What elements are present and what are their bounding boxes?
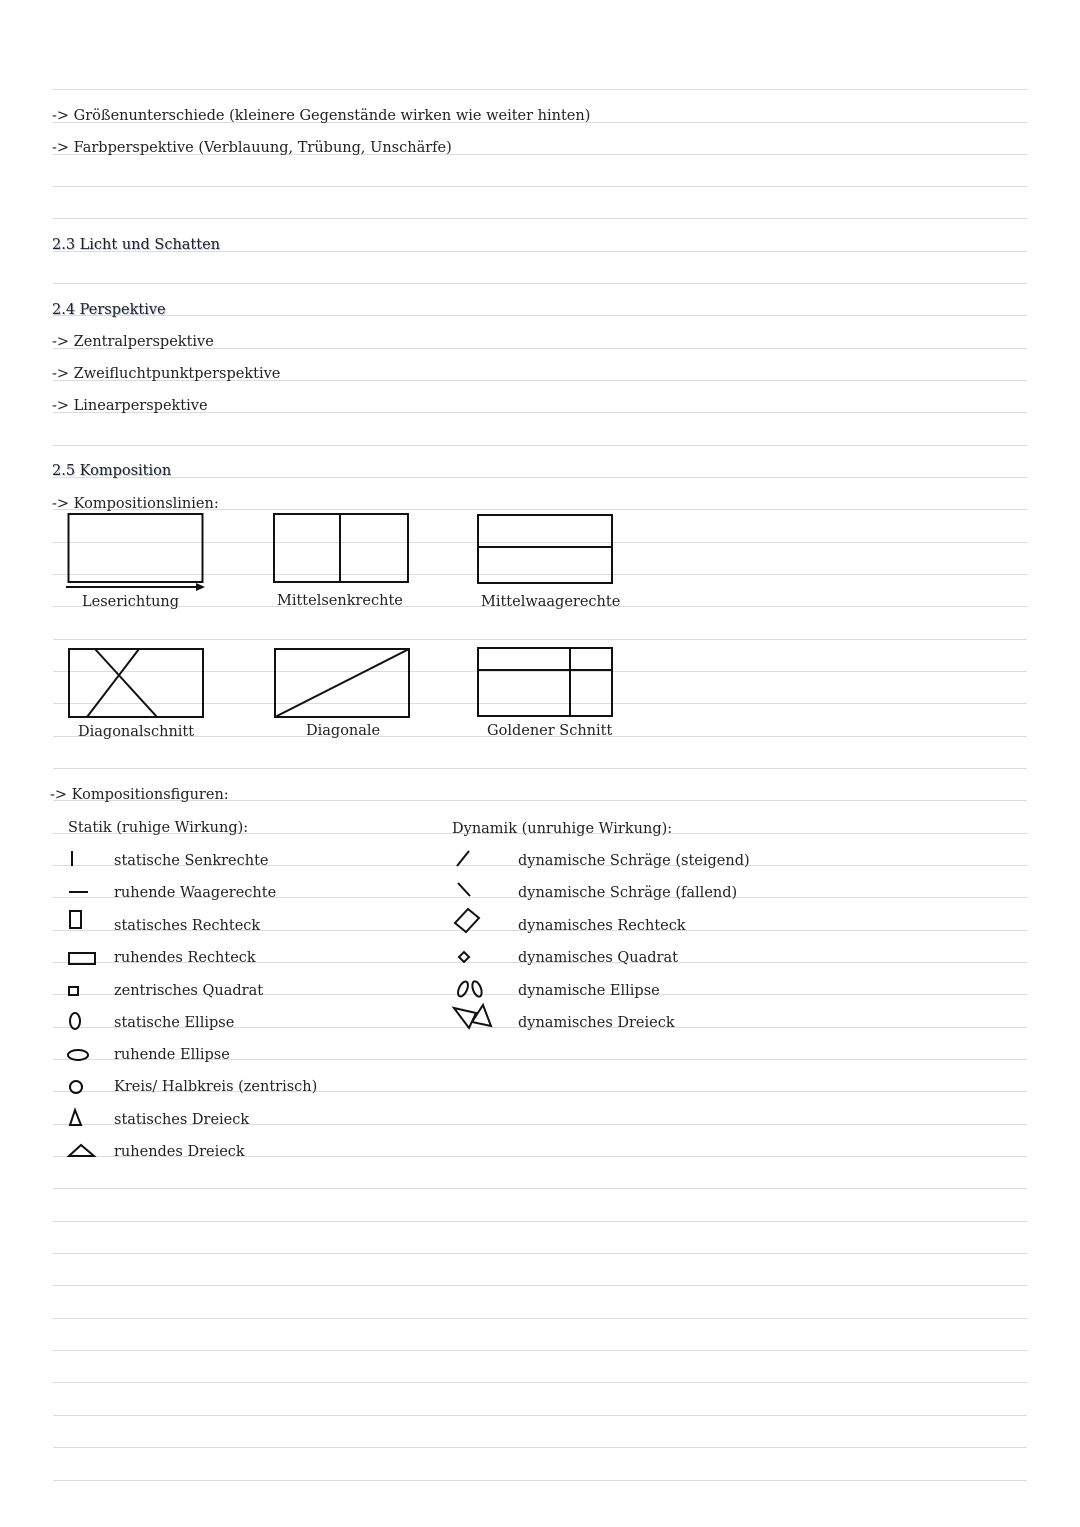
heading-perspektive: 2.4 Perspektive (52, 302, 166, 318)
statik-label-5: zentrisches Quadrat (114, 983, 264, 999)
statik-label-3: statisches Rechteck (114, 918, 261, 934)
dynamik-label-3: dynamisches Rechteck (518, 918, 686, 934)
caption-mittelwaagerechte: Mittelwaagerechte (481, 594, 621, 610)
text-zentralperspektive: -> Zentralperspektive (52, 334, 214, 350)
dynamik-symbols (448, 846, 498, 1036)
caption-mittelsenkrechte: Mittelsenkrechte (277, 593, 403, 609)
dynamik-label-5: dynamische Ellipse (518, 983, 660, 999)
statik-label-7: ruhende Ellipse (114, 1047, 230, 1063)
statik-label-1: statische Senkrechte (114, 853, 269, 869)
mittelsenkrechte-diagram (272, 512, 412, 586)
text-kompositionslinien: -> Kompositionslinien: (52, 496, 219, 512)
dynamik-heading: Dynamik (unruhige Wirkung): (452, 821, 673, 837)
tilted-ellipses-icon (456, 980, 484, 998)
lying-ellipse-icon (68, 1050, 88, 1060)
upright-ellipse-icon (70, 1013, 80, 1029)
caption-diagonalschnitt: Diagonalschnitt (78, 724, 195, 740)
upright-rectangle-icon (70, 911, 81, 928)
falling-slash-icon (458, 883, 470, 896)
text-farbperspektive: -> Farbperspektive (Verblauung, Trübung, Unschärfe) (52, 140, 452, 156)
square-icon (69, 987, 78, 995)
dynamik-label-2: dynamische Schräge (fallend) (518, 885, 738, 901)
diagonale-diagram (273, 647, 413, 721)
upright-triangle-icon (70, 1110, 81, 1125)
heading-licht-und-schatten: 2.3 Licht und Schatten (52, 237, 221, 253)
statik-label-8: Kreis/ Halbkreis (zentrisch) (114, 1079, 318, 1095)
caption-diagonale: Diagonale (306, 723, 381, 739)
dynamik-label-6: dynamisches Dreieck (518, 1015, 675, 1031)
dynamik-label-4: dynamisches Quadrat (518, 950, 678, 966)
statik-label-2: ruhende Waagerechte (114, 885, 277, 901)
lying-triangle-icon (69, 1145, 94, 1156)
statik-label-4: ruhendes Rechteck (114, 950, 256, 966)
text-linearperspektive: -> Linearperspektive (52, 398, 208, 414)
tilted-triangles-icon (454, 1005, 491, 1028)
statik-symbols (60, 848, 90, 1148)
caption-leserichtung: Leserichtung (82, 594, 180, 610)
diagonalschnitt-diagram (67, 647, 207, 721)
statik-label-6: statische Ellipse (114, 1015, 235, 1031)
dynamik-label-1: dynamische Schräge (steigend) (518, 853, 750, 869)
tilted-rectangle-icon (455, 909, 479, 932)
goldener-schnitt-diagram (476, 646, 616, 720)
circle-icon (70, 1081, 82, 1093)
text-kompositionsfiguren: -> Kompositionsfiguren: (50, 787, 229, 803)
mittelwaagerechte-diagram (476, 513, 616, 587)
rising-slash-icon (457, 851, 469, 866)
text-zweifluchtpunktperspektive: -> Zweifluchtpunktperspektive (52, 366, 281, 382)
caption-goldener-schnitt: Goldener Schnitt (487, 723, 613, 739)
statik-label-9: statisches Dreieck (114, 1112, 250, 1128)
statik-label-10: ruhendes Dreieck (114, 1144, 245, 1160)
heading-komposition: 2.5 Komposition (52, 463, 172, 479)
leserichtung-diagram (66, 512, 211, 594)
tilted-square-icon (459, 952, 469, 962)
text-groessenunterschiede: -> Größenunterschiede (kleinere Gegenstände wirken wie weiter hinten) (52, 108, 591, 124)
statik-heading: Statik (ruhige Wirkung): (68, 820, 249, 836)
